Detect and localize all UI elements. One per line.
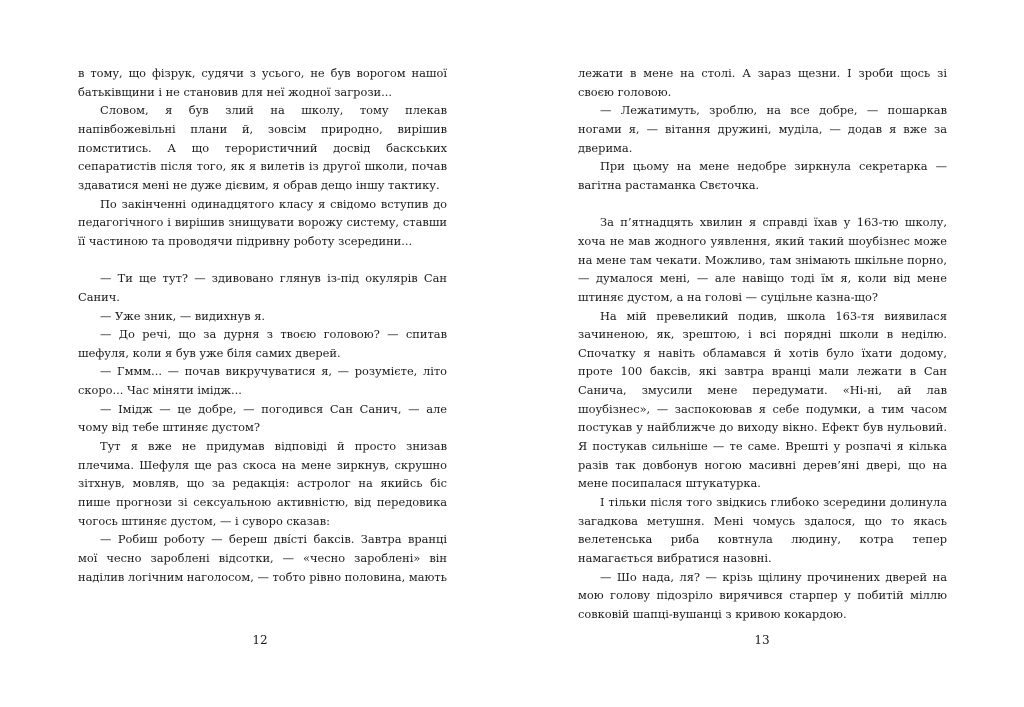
- paragraph: І тільки після того звідкись глибоко зсередини долинула загадкова метушня. Мені чомусь здалося, що то якась велетенська риба ковтнула людину, котра тепер намагається вибратися назовні.: [578, 495, 947, 566]
- paragraph: — Імідж — це добре, — погодився Сан Санич, — але чому від тебе штиняє дустом?: [78, 401, 447, 435]
- paragraph: По закінченні одинадцятого класу я свідомо вступив до педагогічного і вирішив знищувати ворожу систему, ставши її частиною та проводячи підривну роботу зсередини...: [78, 196, 447, 248]
- paragraph: При цьому на мене недобре зиркнула секретарка — вагітна растаманка Свєточка.: [578, 159, 947, 192]
- page-number: 13: [754, 633, 770, 647]
- paragraph: Тут я вже не придумав відповіді й просто знизав плечима. Шефуля ще раз скоса на мене зиркнув, скрушно зітхнув, мовляв, що за редакція: астролог на якийсь біс пише прогнози зі сексуальною активністю, від передовика чогось штиняє дустом, — і суворо сказав:: [78, 439, 447, 528]
- right-page: [512, 0, 1024, 707]
- page-number: 12: [252, 633, 268, 647]
- paragraph: На мій превеликий подив, школа 163-тя виявилася зачиненою, як, зрештою, і всі порядні школи в неділю. Спочатку я навіть обламався й хотів було їхати додому, проте 100 баксів, які завтра вранці мали лежати в Сан Санича, змусили мене передумати. «Ні-ні, ай лав шоубізнес», — заспокоював я себе подумки, а тим часом постукав у найближче до виходу вікно. Ефект був нульовий. Я постукав сильніше — те саме. Врешті у розпачі я кілька разів так довбонув ногою масивні дерев’яні двері, що на мене посипалася штукатурка.: [578, 308, 947, 491]
- paragraph: — Уже зник, — видихнув я.: [100, 308, 266, 323]
- paragraph: лежати в мене на столі. А зараз щезни. І зроби щось зі своєю головою.: [578, 66, 947, 99]
- paragraph: За п’ятнадцять хвилин я справді їхав у 163-тю школу, хоча не мав жодного уявлення, який такий шоубізнес може на мене там чекати. Можливо, там знімають шкільне порно, — думалося мені, — але навіщо тоді їм я, коли від мене штиняє дустом, а на голові — суцільне казна-що?: [578, 215, 947, 304]
- left-page-text: [78, 64, 447, 586]
- paragraph: Словом, я був злий на школу, тому плекав напівбожевільні плани й, зовсім природно, вирішив помститись. А що терористичний досвід баскських сепаратистів після того, як я вилетів із другої школи, почав здаватися мені не дуже дієвим, я обрав дещо іншу тактику.: [78, 103, 447, 192]
- paragraph: — Робиш роботу — береш дві́сті баксів. Завтра вранці мої чесно зароблені відсотки, — «чесно зароблені» він наділив логічним наголосом, — тобто рівно половина, мають: [78, 532, 447, 584]
- paragraph: в тому, що фізрук, судячи з усього, не був ворогом нашої батьківщини і не становив для неї жодної загрози...: [78, 66, 447, 99]
- right-page-text: [578, 64, 947, 624]
- paragraph: — Шо нада, ля? — крізь щілину прочинених дверей на мою голову підозріло вирячився старпер у побитій міллю совковій шапці-вушанці з кривою кокардою.: [578, 569, 947, 622]
- paragraph: — Гммм... — почав викручуватися я, — розумієте, літо скоро... Час міняти імідж...: [78, 364, 447, 398]
- paragraph: — Лежатимуть, зроблю, на все добре, — пошаркав ногами я, — вітання дружині, муділа, — додав я вже за дверима.: [578, 103, 947, 155]
- paragraph: — До речі, що за дурня з твоєю головою? — спитав шефуля, коли я був уже біля самих дверей.: [78, 327, 447, 360]
- paragraph: — Ти ще тут? — здивовано глянув із-під окулярів Сан Санич.: [78, 271, 447, 304]
